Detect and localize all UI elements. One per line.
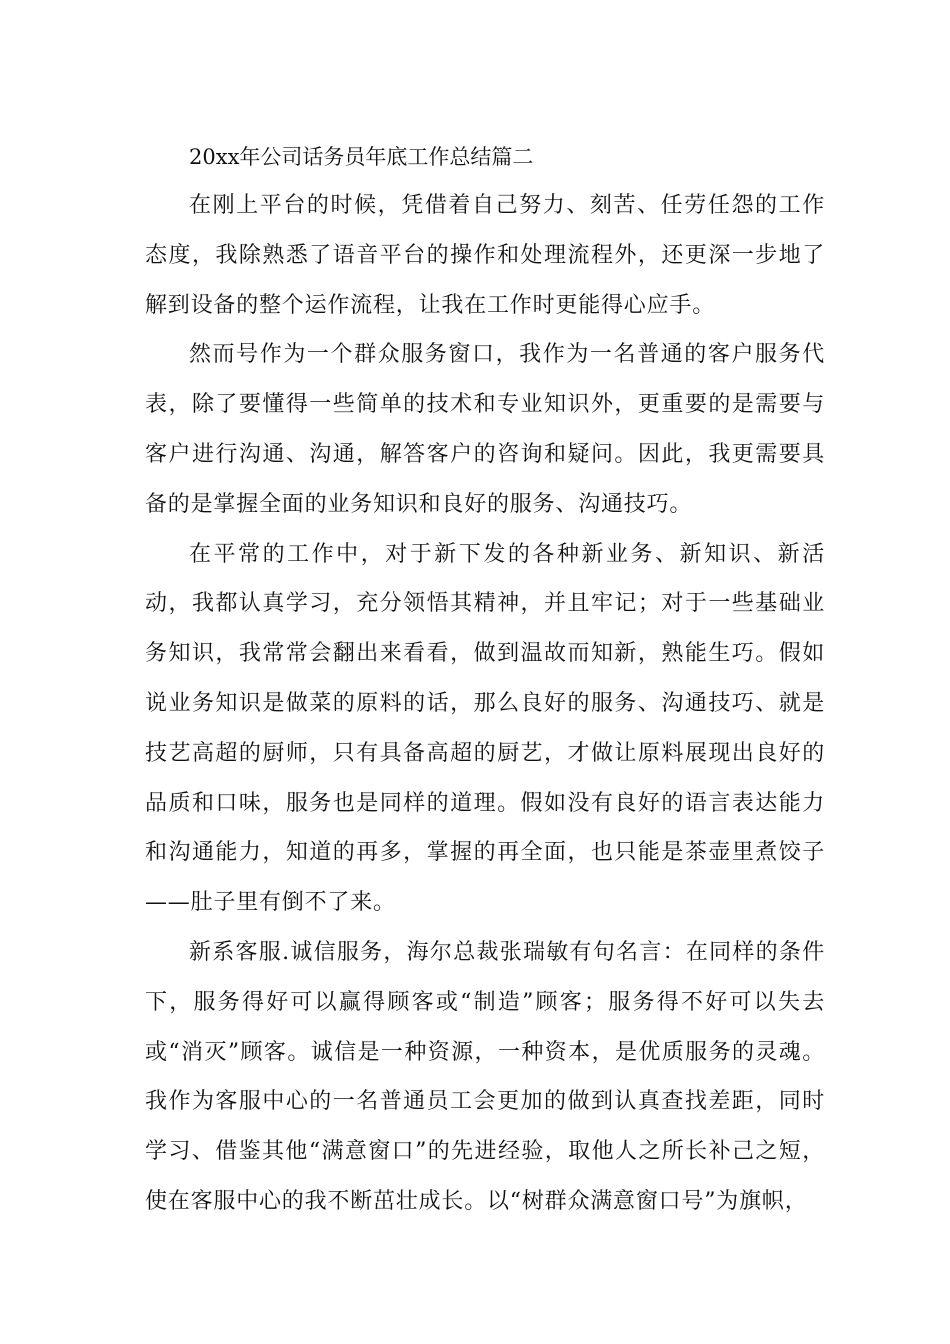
paragraph-3: 在平常的工作中，对于新下发的各种新业务、新知识、新活动，我都认真学习，充分领悟其精神，并且牢记；对于一些基础业务知识，我常常会翻出来看看，做到温故而知新，熟能生巧。假如说业务知识是做菜的原料的话，那么良好的服务、沟通技巧、就是技艺高超的厨师，只有具备高超的厨艺，才做让原料展现出良好的品质和口味，服务也是同样的道理。假如没有良好的语言表达能力和沟通能力，知道的再多，掌握的再全面，也只能是茶壶里煮饺子——肚子里有倒不了来。 bbox=[145, 541, 825, 916]
document-title: 20xx年公司话务员年底工作总结篇二 bbox=[189, 145, 534, 169]
paragraph-4: 新系客服.诚信服务，海尔总裁张瑞敏有句名言：在同样的条件下，服务得好可以赢得顾客或“制造”顾客；服务得不好可以失去或“消灭”顾客。诚信是一种资源，一种资本，是优质服务的灵魂。我作为客服中心的一名普通员工会更加的做到认真查找差距，同时学习、借鉴其他“满意窗口”的先进经验，取他人之所长补己之短，使在客服中心的我不断茁壮成长。以“树群众满意窗口号”为旗帜， bbox=[145, 939, 825, 1214]
paragraph-2: 然而号作为一个群众服务窗口，我作为一名普通的客户服务代表，除了要懂得一些简单的技术和专业知识外，更重要的是需要与客户进行沟通、沟通，解答客户的咨询和疑问。因此，我更需要具备的是掌握全面的业务知识和良好的服务、沟通技巧。 bbox=[145, 342, 825, 517]
document-body bbox=[145, 133, 825, 1227]
paragraph-1: 在刚上平台的时候，凭借着自己努力、刻苦、任劳任怨的工作态度，我除熟悉了语音平台的操作和处理流程外，还更深一步地了解到设备的整个运作流程，让我在工作时更能得心应手。 bbox=[145, 193, 825, 318]
